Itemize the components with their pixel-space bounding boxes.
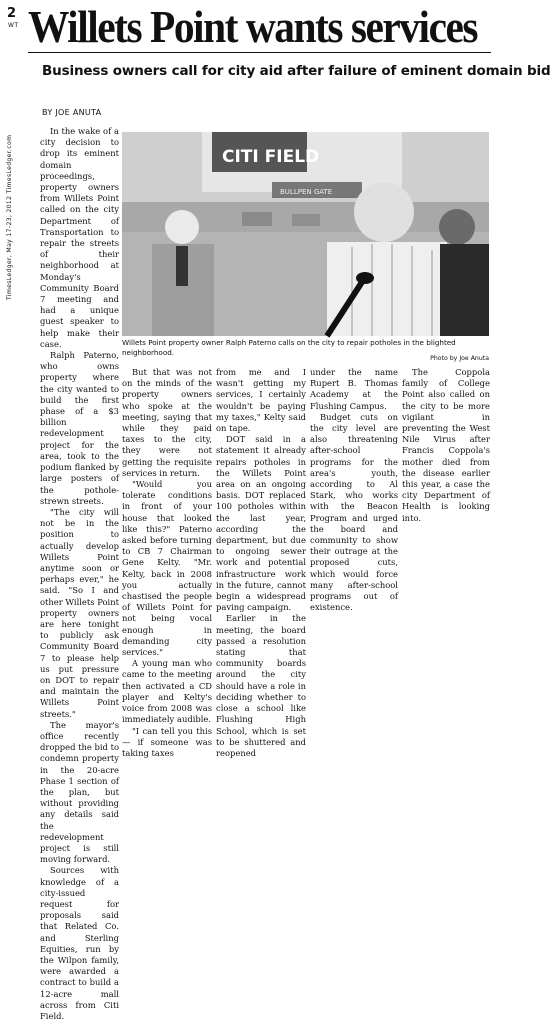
section-code: WT (8, 22, 19, 29)
paragraph: "The city will not be in the position to actually develop Willets Point anytime soon or perhaps ever," he said. "So I and other Willets Point property owners are here tonight to publicly ask Community Board 7 to please help us put pressure on DOT to repair and maintain the Willets Point streets." (40, 506, 119, 719)
paragraph: A young man who came to the meeting then activated a CD player and Kelty's voice from 2008 was immediately audible. (122, 658, 212, 725)
byline: BY JOE ANUTA (42, 108, 102, 117)
article-column-1 (40, 126, 119, 1022)
headline: Willets Point wants services (28, 2, 478, 52)
paragraph: But that was not on the minds of the property owners who spoke at the meeting, saying that while they paid taxes to the city, they were not getting the requisite services in return. (122, 367, 212, 478)
paragraph: from me and I wasn't getting my services, I certainly wouldn't be paying my taxes," Kelty said on tape. (216, 367, 306, 434)
photo-credit: Photo by Joe Anuta (430, 355, 489, 362)
photo-illustration (122, 132, 489, 336)
paragraph: Sources with knowledge of a city-issued request for proposals said that Related Co. and Sterling Equities, run by the Wilpon family, were awarded a contract to build a 12-acre mall across from Citi Field. (40, 865, 119, 1022)
photo-caption: Willets Point property owner Ralph Paterno calls on the city to repair potholes in the blighted neighborhood. (122, 338, 456, 357)
citi-field-sign: CITI FIELD (222, 147, 320, 167)
paragraph: Ralph Paterno, who owns property where the city wanted to build the first phase of a $3 billion redevelopment project for the area, took to the podium flanked by large posters of the pothole-strewn streets. (40, 350, 119, 506)
article-column-2 (122, 367, 212, 758)
article-column-4 (310, 367, 398, 637)
article-photo (122, 132, 489, 336)
headline-rule (28, 52, 491, 53)
paragraph: DOT said in a statement it already repairs potholes in the Willets Point area on an ongoing basis. DOT replaced 100 potholes within the last year, according the department, but due to ongoing sewer work and potential infrastructure work in the future, cannot begin a widespread paving campaign. (216, 434, 306, 613)
paragraph: Earlier in the meeting, the board passed a resolution stating that community boards around the city should have a role in deciding whether to close a school like Flushing High School, which is set to be shuttered and reopened (216, 613, 306, 758)
paragraph: "I can tell you this — if someone was taking taxes (122, 725, 212, 758)
paragraph: The mayor's office recently dropped the bid to condemn property in the 20-acre Phase 1 section of the plan, but without providing any details said the redevelopment project is still moving forward. (40, 719, 119, 865)
page-number: 2 (7, 6, 17, 21)
paragraph: The Coppola family of College Point also called on the city to be more vigilant in preventing the West Nile Virus after Francis Coppola's mother died from the disease earlier this year, a case the city Department of Health is looking into. (402, 367, 490, 523)
paragraph: "Would you tolerate conditions in front of your house that looked like this?" Paterno asked before turning to CB 7 Chairman Gene Kelty. "Mr. Kelty, back in 2008 you actually chastised the people of Willets Point for not being vocal enough in demanding city services." (122, 479, 212, 658)
paragraph: under the name Rupert B. Thomas Academy at the Flushing Campus. (310, 367, 398, 411)
article-column-5 (402, 367, 490, 637)
paragraph: Budget cuts on the city level are also threatening after-school programs for the area's youth, according to Al Stark, who works with the Beacon Program and urged the board and community to show their outrage at the proposed cuts, which would force many after-school programs out of existence. (310, 411, 398, 613)
article-column-3 (216, 367, 306, 758)
paragraph: In the wake of a city decision to drop its eminent domain proceedings, property owners from Willets Point called on the city Department of Transportation to repair the streets of their neighborhood at Monday's Community Board 7 meeting and had a unique guest speaker to help make their case. (40, 126, 119, 349)
vertical-masthead: TimesLedger, May 17-23, 2012 TimesLedger.com (6, 134, 13, 301)
bullpen-gate-sign: BULLPEN GATE (280, 188, 333, 196)
subhead: Business owners call for city aid after failure of eminent domain bid (42, 63, 550, 79)
